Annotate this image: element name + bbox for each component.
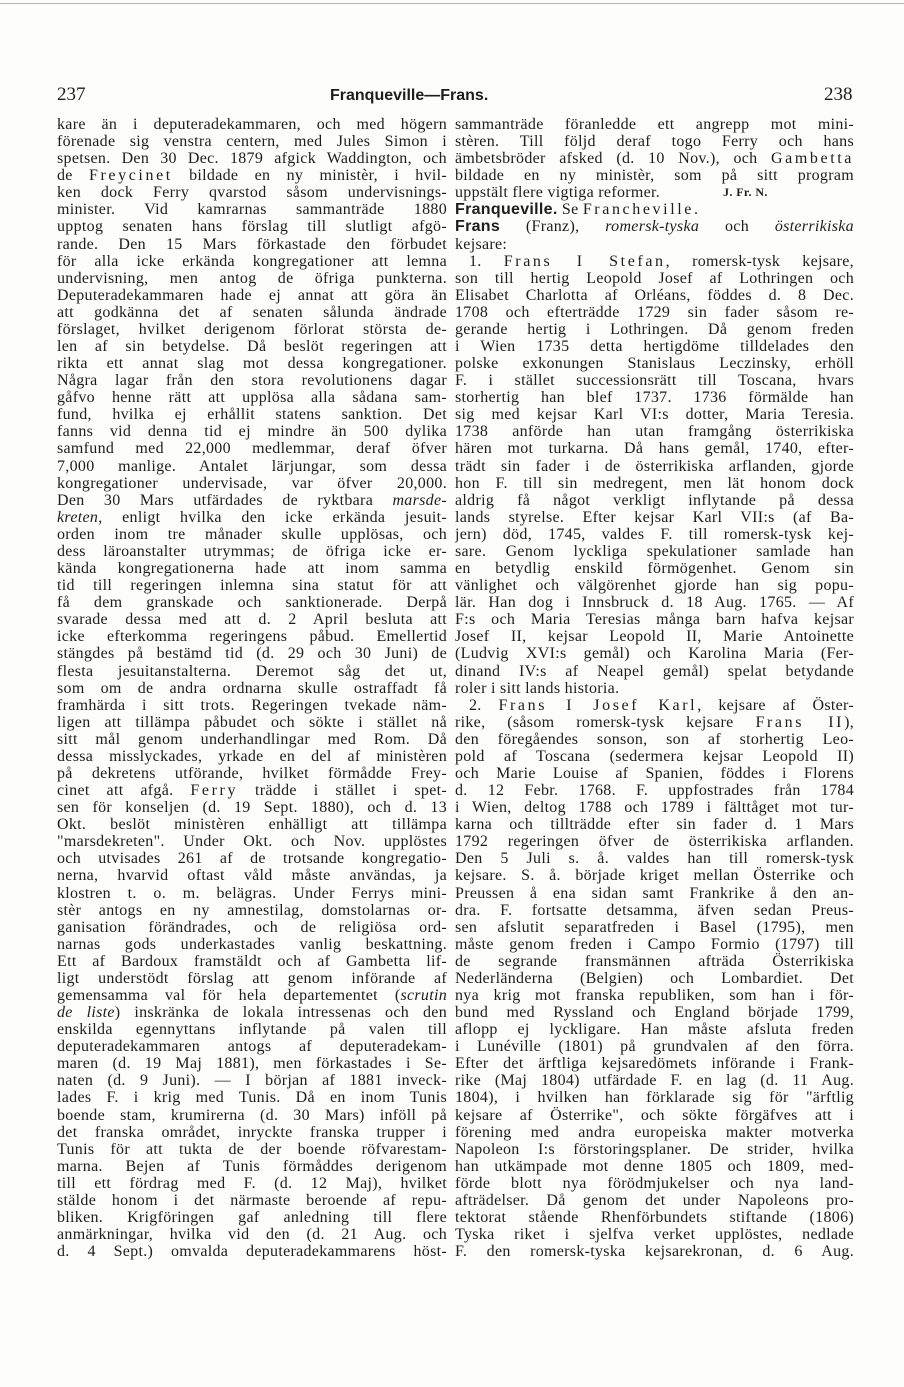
text-line: "marsdekreten". Under Okt. och Nov. upplöstes xyxy=(57,833,447,851)
text-line: svarade dessa med att d. 2 April besluta att xyxy=(57,611,447,629)
text-line: d. 4 Sept.) omvalda deputeradekammarens höst- xyxy=(57,1243,447,1261)
running-head: Franqueville—Frans. xyxy=(330,87,489,104)
spaced-text: Frans II xyxy=(755,713,845,731)
spaced-text: Francheville. xyxy=(582,201,701,219)
text-line: sare. Genom lyckliga spekulationer samlade han xyxy=(455,542,854,560)
top-rule xyxy=(0,3,904,4)
text-line: i Wien, deltog 1788 och 1789 i fälttåget mot tur- xyxy=(455,799,854,817)
text-run: 1. xyxy=(469,252,504,270)
headword: Franqueville. xyxy=(455,201,558,219)
text-line: och utvisades 261 af de trotsande kongregatio- xyxy=(57,850,447,868)
text-run: gemensamma val för hela departementet ( xyxy=(57,986,401,1004)
text-line: flesta jesuitanstalterna. Deremot såg det ut, xyxy=(57,662,447,680)
text-line: stälde honom i det närmaste beroende af repu- xyxy=(57,1191,447,1209)
text-run: ämbetsbröder afsked (d. 10 Nov.), och xyxy=(455,150,771,168)
text-line: Josef II, kejsar Leopold II, Marie Antoinette xyxy=(455,628,854,646)
text-line: undervisning, men antog de öfriga punkterna. xyxy=(57,269,447,287)
text-line: dinand IV:s af Neapel gemål) spelat betydande xyxy=(455,662,854,680)
text-line xyxy=(57,1004,447,1021)
text-line: han utkämpade mot denne 1805 och 1809, med- xyxy=(455,1157,854,1175)
text-line: storhertig han blef 1737. 1736 förmälde han xyxy=(455,389,854,407)
text-line: F. den romersk-tyska kejsarekronan, d. 6 Aug. xyxy=(455,1243,854,1261)
text-line xyxy=(57,987,447,1004)
text-line: orden inom tre månader skulle upplösas, och xyxy=(57,525,447,543)
text-line: hären mot turkarna. Då hans gemål, 1740, efter- xyxy=(455,440,854,458)
text-line: den föregåendes sonson, son af storhertig Leo- xyxy=(455,730,854,748)
text-line: dra. F. fortsatte detsamma, äfven sedan Preus- xyxy=(455,901,854,919)
text-line: ligt understödt förslag att genom införande af xyxy=(57,969,447,987)
text-line: framhärda i sitt trots. Regeringen tvekade näm- xyxy=(57,696,447,714)
text-line: sig med kejsar Karl VI:s dotter, Maria Teresia. xyxy=(455,406,854,424)
text-line xyxy=(57,782,447,799)
text-line: ganisation förändrades, och de religiösa ord- xyxy=(57,918,447,936)
text-line: aflopp ej lyckligare. Han måste afsluta freden xyxy=(455,1021,854,1039)
text-line: enskilda egennyttans inflytande på valen till xyxy=(57,1021,447,1039)
text-line: upptog senaten hans förslag till slutligt afgö- xyxy=(57,218,447,236)
text-line: Ett af Bardoux framstäldt och af Gambetta lif- xyxy=(57,952,447,970)
text-line: tid till regeringen inlemna sina statut för att xyxy=(57,577,447,595)
text-line: rikta ett annat slag mot dessa kongregationer. xyxy=(57,355,447,373)
text-line: stängdes på bestämd tid (d. 29 och 30 Juni) de xyxy=(57,645,447,663)
text-line: kända kongregationerna hade att inom samma xyxy=(57,560,447,578)
text-line: bildade en ny ministèr, som på sitt program xyxy=(455,167,854,185)
text-line: förde blott nya förödmjukelser och nya land- xyxy=(455,1174,854,1192)
text-line: marna. Bejen af Tunis förmåddes derigenom xyxy=(57,1157,447,1175)
text-line: förenade sig venstra centern, med Jules Simon i xyxy=(57,133,447,151)
text-run: (Franz), xyxy=(500,218,606,236)
text-run: bildade en ny ministèr, i hvil- xyxy=(172,167,447,185)
text-line: sen afslutit separatfreden i Basel (1795), men xyxy=(455,918,854,936)
text-line: Okt. beslöt ministèren enhälligt att tillämpa xyxy=(57,816,447,834)
text-line: klostren t. o. m. belägras. Under Ferrys mini- xyxy=(57,884,447,902)
text-line xyxy=(455,184,854,201)
text-line: kejsare: xyxy=(455,235,508,253)
text-line: afträdelser. Då genom det under Napoleons pro- xyxy=(455,1191,854,1209)
text-line: Tunis för att tukta de der boende röfvarestam- xyxy=(57,1140,447,1158)
spaced-text: Frans I Stefan xyxy=(503,252,666,270)
text-line: kongregationer undervisade, var öfver 20,000. xyxy=(57,474,447,492)
text-line: 1792 regeringen öfver de österrikiska arflanden. xyxy=(455,833,854,851)
page-number-right: 238 xyxy=(824,84,853,105)
text-line: nya krig mot franska republiken, som han i för- xyxy=(455,986,854,1004)
text-line: sitt mål genom underhandlingar med Rom. Då xyxy=(57,730,447,748)
text-line: 7,000 manlige. Antalet lärjungar, som dessa xyxy=(57,457,447,475)
text-line xyxy=(455,714,854,731)
text-line xyxy=(455,150,854,167)
text-line: stèr antogs en ny amnestilag, domstolarnas or- xyxy=(57,901,447,919)
text-line: karna och tillträdde efter sin fader d. 1 Mars xyxy=(455,816,854,834)
text-line: på dekretens utförande, hvilket förmådde Frey- xyxy=(57,764,447,782)
text-line: i Wien 1735 detta hertigdöme tilldelades den xyxy=(455,338,854,356)
text-line: kejsare. S. å. började kriget mellan Österrike och xyxy=(455,867,854,885)
text-line: boende stam, krumirerna (d. 30 Mars) inföll på xyxy=(57,1106,447,1124)
text-line: lades F. i krig med Tunis. Då en inom Tunis xyxy=(57,1089,447,1107)
text-run: cinet att afgå. xyxy=(57,782,191,800)
text-line xyxy=(57,509,447,526)
text-line xyxy=(455,697,854,714)
text-line: lands styrelse. Efter kejsar Karl VII:s (af Ba- xyxy=(455,508,854,526)
text-line: anmärkningar, hvilka vid den (d. 21 Aug. och xyxy=(57,1226,447,1244)
text-line: Napoleon I:s förstoringsplaner. De strider, hvilka xyxy=(455,1140,854,1158)
text-line: fanns vid denna tid ej mindre än 500 dylika xyxy=(57,423,447,441)
text-run: ) inskränka de lokala intressenas och den xyxy=(114,1004,447,1022)
text-line: en betydlig enskild förmögenhet. Genom sin xyxy=(455,560,854,578)
text-line: dessa misslyckades, yrkade en del af ministèren xyxy=(57,747,447,765)
text-line: sen för konseljen (d. 19 Sept. 1880), och d. 13 xyxy=(57,799,447,817)
text-line: narnas gods underkastades vanlig beskattning. xyxy=(57,935,447,953)
text-line: roler i sitt lands historia. xyxy=(455,679,620,697)
text-line xyxy=(455,201,854,218)
text-line: deputeradekammaren antogs af deputeradekam- xyxy=(57,1038,447,1056)
text-line: som om de andra ordnarna skulle ostraffadt få xyxy=(57,679,447,697)
text-run: uppstält flere vigtiga reformer. xyxy=(455,184,661,202)
italic-text: romersk-tyska xyxy=(605,218,700,236)
text-line: vänlighet och välgörenhet gjorde han sig popu- xyxy=(455,577,854,595)
text-line: trädt sin fader i de österrikiska arflanden, gjorde xyxy=(455,457,854,475)
text-line: Elisabet Charlotta af Orléans, föddes d. 8 Dec. xyxy=(455,286,854,304)
text-line: sammanträde föranledde ett angrepp mot mini- xyxy=(455,116,854,133)
text-line: i Lunéville (1801) på grundvalen af den förra. xyxy=(455,1038,854,1056)
italic-text: kreten xyxy=(57,508,99,526)
text-line: det franska området, inryckte franska trupper i xyxy=(57,1123,447,1141)
italic-text: de liste xyxy=(57,1004,115,1022)
text-line: Deputeradekammaren hade ej annat att göra än xyxy=(57,286,447,304)
text-line: Preussen å ena sidan samt Frankrike å den an- xyxy=(455,884,854,902)
text-line: nerna, hvarvid oftast våld måste användas, ja xyxy=(57,867,447,885)
text-line: rande. Den 15 Mars förkastade den förbudet xyxy=(57,235,447,253)
text-line: pold af Toscana (sedermera kejsar Leopold II) xyxy=(455,747,854,765)
right-column xyxy=(455,116,854,1260)
text-run: och xyxy=(699,218,775,236)
text-line: tektorat stående Rhenförbundets stiftande (1806) xyxy=(455,1209,854,1226)
text-run: trädde i stället i spet- xyxy=(238,782,447,800)
text-line: gåfvo henne rätt att upplösa alla sådana sam- xyxy=(57,389,447,407)
text-line: F:s och Maria Teresias många barn hafva kejsar xyxy=(455,611,854,629)
text-line: (Ludvig XVI:s gemål) och Karolina Maria (Fer- xyxy=(455,645,854,663)
text-line: förslaget, hvilket derigenom förlorat största de- xyxy=(57,320,447,338)
spaced-text: Freycinet xyxy=(89,167,173,185)
text-run: Se xyxy=(557,201,583,219)
text-line: fund, hvilka ej erhållit statens sanktion. Det xyxy=(57,406,447,424)
text-run: rike, (såsom romersk-tysk kejsare xyxy=(455,713,756,731)
text-line: få dem granskade och sanktionerade. Derpå xyxy=(57,594,447,612)
spaced-text: Gambetta xyxy=(771,150,854,168)
text-run: Den 30 Mars utfärdades de ryktbara xyxy=(57,491,393,509)
text-line xyxy=(455,253,854,270)
text-line: Några lagar från den stora revolutionens dagar xyxy=(57,372,447,390)
text-line: att godkänna det af senaten sålunda ändrade xyxy=(57,303,447,321)
italic-text: scrutin xyxy=(400,986,447,1004)
text-line: Nederländerna (Belgien) och Lombardiet. Det xyxy=(455,969,854,987)
text-line: spetsen. Den 30 Dec. 1879 afgick Waddington, och xyxy=(57,150,447,168)
text-line: bliken. Krigföringen gaf anledning till flere xyxy=(57,1209,447,1226)
text-line: måste genom freden i Campo Formio (1797) till xyxy=(455,935,854,953)
text-line: till ett fördrag med F. (d. 12 Maj), hvilket xyxy=(57,1174,447,1192)
text-line: bund med Ryssland och England började 1799, xyxy=(455,1004,854,1022)
author-signature: J. Fr. N. xyxy=(723,185,768,200)
text-line: aldrig få något verkligt inflytande på dessa xyxy=(455,491,854,509)
text-line: len af sin betydelse. Då beslöt regeringen att xyxy=(57,338,447,356)
text-line: 1708 och efterträdde 1729 sin fader såsom re- xyxy=(455,303,854,321)
text-line: F. i stället successionsrätt till Toscana, hvars xyxy=(455,372,854,390)
text-line: gerande hertig i Lothringen. Då genom freden xyxy=(455,320,854,338)
text-line: rike (Maj 1804) utfärdade F. en lag (d. 11 Aug. xyxy=(455,1072,854,1090)
text-line: son till hertig Leopold Josef af Lothringen och xyxy=(455,269,854,287)
text-line: samfund med 22,000 medlemmar, deraf öfver xyxy=(57,440,447,458)
text-run: , romersk-tysk kejsare, xyxy=(665,252,854,270)
text-line: kare än i deputeradekammaren, och med högern xyxy=(57,116,447,133)
spaced-text: Ferry xyxy=(190,782,239,800)
headword: Frans xyxy=(455,218,501,236)
text-line: Tyska riket i sjelfva verket upplöstes, nedlade xyxy=(455,1226,854,1244)
text-line: hon F. till sin medregent, men lät honom dock xyxy=(455,474,854,492)
text-line: maren (d. 19 Maj 1881), men förkastades i Se- xyxy=(57,1055,447,1073)
text-line: jern) död, 1745, valdes F. till romersk-tysk kej- xyxy=(455,525,854,543)
text-line: de segrande fransmännen afträda Österrikiska xyxy=(455,952,854,970)
text-run: de xyxy=(57,167,89,185)
italic-text: österrikiska xyxy=(774,218,854,236)
text-line: för alla icke erkända kongregationer att lemna xyxy=(57,252,447,270)
text-line: 1804), i hvilken han förklarade sig för "ärftlig xyxy=(455,1089,854,1107)
italic-text: marsde- xyxy=(392,491,447,509)
text-line xyxy=(57,167,447,184)
text-run: 2. xyxy=(469,696,499,714)
text-line: 1738 anförde han utan framgång österrikiska xyxy=(455,423,854,441)
text-line xyxy=(455,218,854,235)
left-column xyxy=(57,116,447,1260)
text-line: ligen att tillämpa påbudet och sökte i stället nå xyxy=(57,713,447,731)
text-line: minister. Vid kamrarnas sammanträde 1880 xyxy=(57,201,447,219)
text-line: Efter det ärftliga kejsaredömets införande i Frank- xyxy=(455,1055,854,1073)
text-line: polske exkonungen Stanislaus Leczinsky, erhöll xyxy=(455,355,854,373)
text-line: Den 5 Juli s. å. valdes han till romersk-tysk xyxy=(455,850,854,868)
text-line: och Marie Louise af Spanien, föddes i Florens xyxy=(455,764,854,782)
text-run: , enligt hvilka den icke erkända jesuit- xyxy=(98,508,447,526)
text-run: , kejsare af Öster- xyxy=(697,696,854,714)
text-line: d. 12 Febr. 1768. F. uppfostrades från 1784 xyxy=(455,782,854,800)
page-number-left: 237 xyxy=(57,84,86,105)
text-run: ), xyxy=(844,713,854,731)
text-line: ken dock Ferry qvarstod såsom undervisnings- xyxy=(57,184,447,202)
spaced-text: Frans I Josef Karl xyxy=(498,696,698,714)
text-line: naten (d. 9 Juni). — I början af 1881 inveck- xyxy=(57,1072,447,1090)
text-line: förening med andra europeiska makter motverka xyxy=(455,1123,854,1141)
text-line: lär. Han dog i Innsbruck d. 18 Aug. 1765. — Af xyxy=(455,594,854,612)
text-line xyxy=(57,492,447,509)
text-line: kejsare af Österrike", och sökte förgäfves att i xyxy=(455,1106,854,1124)
text-line: stèren. Till följd deraf togo Ferry och hans xyxy=(455,133,854,151)
text-line: icke efterkomma regeringens påbud. Emellertid xyxy=(57,628,447,646)
text-line: dess läroanstalter utrymmas; de öfriga icke er- xyxy=(57,542,447,560)
